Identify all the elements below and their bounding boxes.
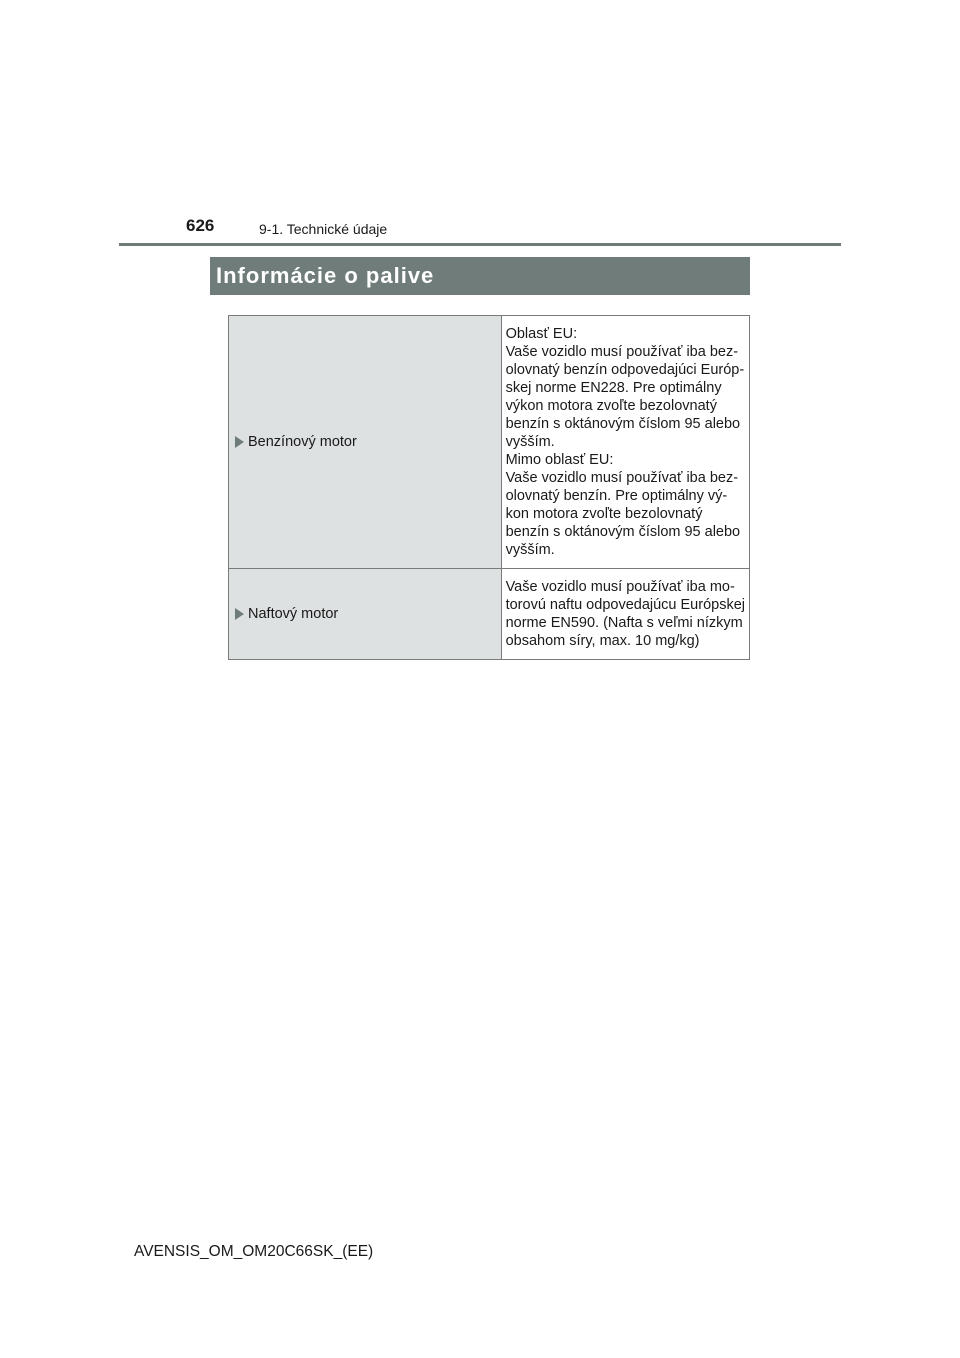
section-title: Informácie o palive <box>216 263 435 288</box>
desc-line: skej norme EN228. Pre optimálny <box>505 379 722 396</box>
desc-line: výkon motora zvoľte bezolovnatý <box>505 397 717 414</box>
desc-line: vyšším. <box>505 433 555 450</box>
desc-line: vyšším. <box>505 541 555 558</box>
desc-line: torovú naftu odpovedajúcu Európskej <box>505 596 745 613</box>
desc-line: obsahom síry, max. 10 mg/kg) <box>505 632 700 649</box>
row-label-diesel: Naftový motor <box>248 606 339 622</box>
fuel-table <box>228 315 750 660</box>
section-title-bar <box>210 257 750 295</box>
footer-doc-code: AVENSIS_OM_OM20C66SK_(EE) <box>134 1243 374 1260</box>
triangle-right-icon <box>235 436 244 448</box>
desc-line: Vaše vozidlo musí používať iba mo- <box>505 578 735 595</box>
header-rule <box>119 243 841 246</box>
desc-line: Oblasť EU: <box>505 325 578 342</box>
desc-line: Vaše vozidlo musí používať iba bez- <box>505 343 739 360</box>
row-label-petrol: Benzínový motor <box>248 434 357 450</box>
triangle-right-icon <box>235 608 244 620</box>
desc-line: norme EN590. (Nafta s veľmi nízkym <box>505 614 743 631</box>
desc-line: benzín s oktánovým číslom 95 alebo <box>505 415 741 432</box>
table-row <box>229 569 750 660</box>
table-label-cell <box>229 569 502 660</box>
desc-line: Mimo oblasť EU: <box>505 451 614 468</box>
desc-line: olovnatý benzín. Pre optimálny vý- <box>505 487 728 504</box>
desc-line: Vaše vozidlo musí používať iba bez- <box>505 469 739 486</box>
table-desc-cell <box>501 316 749 569</box>
page-number: 626 <box>186 216 215 235</box>
desc-line: olovnatý benzín odpovedajúci Európ- <box>505 361 745 378</box>
desc-line: benzín s oktánovým číslom 95 alebo <box>505 523 741 540</box>
table-desc-cell <box>501 569 749 660</box>
desc-line: kon motora zvoľte bezolovnatý <box>505 505 703 522</box>
table-label-cell <box>229 316 502 569</box>
section-label: 9-1. Technické údaje <box>259 221 388 237</box>
table-row <box>229 316 750 569</box>
